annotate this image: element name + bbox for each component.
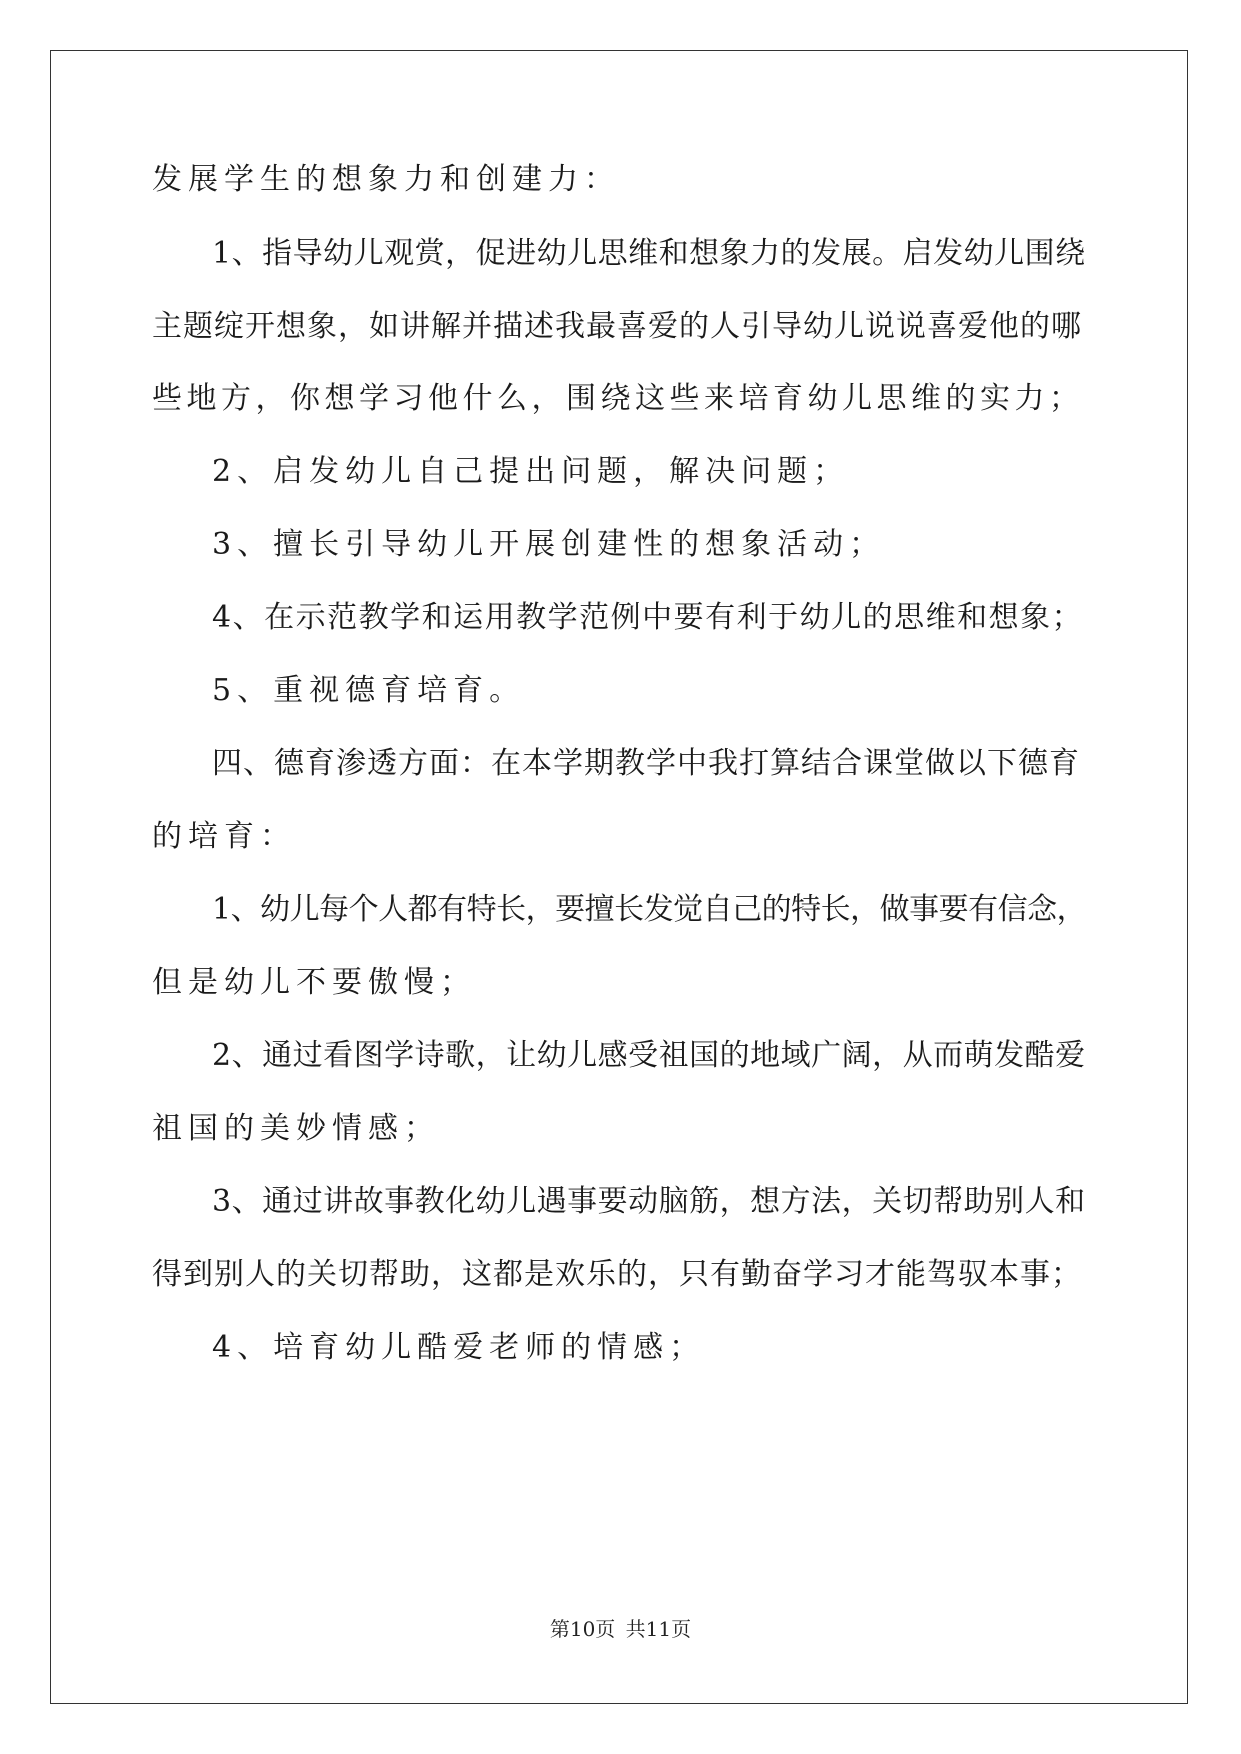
paragraph-line: 3、通过讲故事教化幼儿遇事要动脑筋，想方法，关切帮助别人和 [212,1184,1086,1219]
paragraph-line: 的培育： [152,819,296,854]
paragraph-line: 但是幼儿不要傲慢； [152,965,476,1000]
paragraph-line: 3、擅长引导幼儿开展创建性的想象活动； [212,527,886,562]
paragraph-line: 4、在示范教学和运用教学范例中要有利于幼儿的思维和想象； [212,600,1084,635]
paragraph-line: 4、培育幼儿酷爱老师的情感； [212,1330,706,1365]
page-border [50,50,1188,1704]
paragraph-line: 1、指导幼儿观赏，促进幼儿思维和想象力的发展。启发幼儿围绕 [212,236,1086,271]
paragraph-line: 祖国的美妙情感； [152,1111,440,1146]
paragraph-line: 5、重视德育培育。 [212,673,526,708]
page-number: 第10页 [549,1617,616,1641]
paragraph-line: 2、启发幼儿自己提出问题，解决问题； [212,454,850,489]
page-total: 共11页 [625,1617,692,1641]
paragraph-line: 主题绽开想象，如讲解并描述我最喜爱的人引导幼儿说说喜爱他的哪 [152,309,1082,344]
paragraph-line: 些地方，你想学习他什么，围绕这些来培育幼儿思维的实力； [152,381,1084,416]
paragraph-line: 2、通过看图学诗歌，让幼儿感受祖国的地域广阔，从而萌发酷爱 [212,1038,1086,1073]
paragraph-line: 得到别人的关切帮助，这都是欢乐的，只有勤奋学习才能驾驭本事； [152,1257,1082,1292]
paragraph-line: 四、德育渗透方面：在本学期教学中我打算结合课堂做以下德育 [212,746,1080,781]
page-footer [0,1617,1241,1641]
paragraph-line: 发展学生的想象力和创建力： [152,162,620,197]
paragraph-line: 1、幼儿每个人都有特长，要擅长发觉自己的特长，做事要有信念， [212,892,1087,927]
